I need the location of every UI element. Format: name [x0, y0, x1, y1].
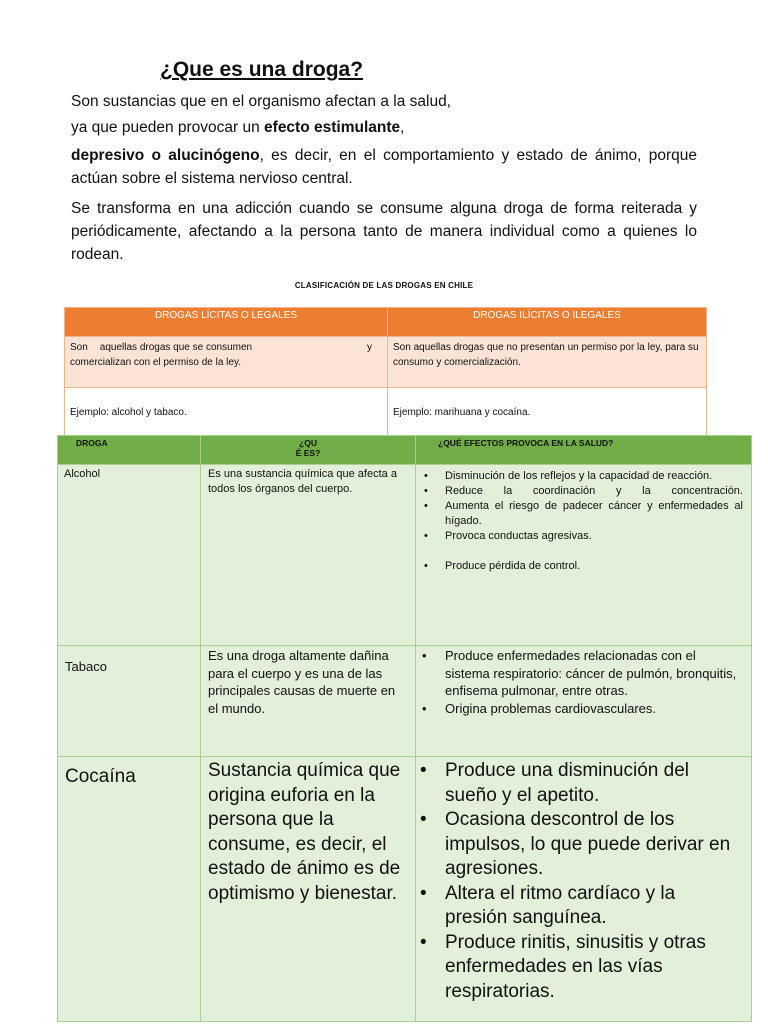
drug-name: Alcohol: [58, 465, 201, 646]
intro-paragraph-1: [71, 144, 697, 190]
intro-bold-estimulante: efecto estimulante: [264, 119, 401, 136]
header-ilicitas: DROGAS ILÍCITAS O ILEGALES: [388, 308, 707, 337]
intro-paragraph-1-text: , es decir, en el comportamiento y estado de ánimo, porque actúan sobre el sistema nervioso central.: [71, 147, 698, 187]
drug-definition: Es una sustancia química que afecta a todos los órganos del cuerpo.: [201, 465, 416, 646]
drug-effects: [416, 757, 752, 1022]
effect-item: • Origina problemas cardiovasculares.: [416, 700, 741, 718]
header-droga: DROGA: [58, 436, 201, 465]
intro-line-1: Son sustancias que en el organismo afectan a la salud,: [71, 93, 451, 110]
effect-item: • Provoca conductas agresivas.: [416, 529, 743, 544]
def-licitas-c: y: [367, 342, 372, 353]
def-licitas-a: Son: [70, 342, 88, 353]
header-efectos: ¿QUÉ EFECTOS PROVOCA EN LA SALUD?: [416, 436, 752, 465]
header-licitas: DROGAS LÍCITAS O LEGALES: [65, 308, 388, 337]
classification-heading: CLASIFICACIÓN DE LAS DROGAS EN CHILE: [294, 281, 474, 290]
drug-definition: Sustancia química que origina euforia en la persona que la consume, es decir, el estado de ánimo es de optimismo y bienestar.: [201, 757, 416, 1022]
table-row: [58, 757, 752, 1022]
table-row: [58, 465, 752, 646]
effect-item: • Disminución de los reflejos y la capacidad de reacción.: [416, 469, 743, 484]
effect-item: • Produce enfermedades relacionadas con el sistema respiratorio: cáncer de pulmón, bronquitis, enfisema pulmonar, entre otras.: [416, 647, 741, 700]
drug-effects: [416, 465, 752, 646]
header-que-es: [201, 436, 416, 465]
intro-line-2-text: ya que pueden provocar un: [71, 119, 265, 136]
effect-item: • Produce rinitis, sinusitis y otras enfermedades en las vías respiratorias.: [416, 931, 741, 1005]
intro-line-2-end: ,: [400, 119, 405, 136]
effect-item: • Produce pérdida de control.: [416, 559, 743, 574]
effects-table: [57, 435, 752, 1022]
drug-name: Tabaco: [58, 646, 201, 757]
definition-licitas: [65, 337, 388, 388]
example-ilicitas: Ejemplo: marihuana y cocaína.: [388, 388, 707, 437]
intro-paragraph-2: Se transforma en una adicción cuando se consume alguna droga de forma reiterada y periódicamente, afectando a la persona tanto de manera individual como a quienes lo rodean.: [71, 200, 697, 263]
definition-ilicitas: Son aquellas drogas que no presentan un permiso por la ley, para su consumo y comercialización.: [388, 337, 707, 388]
effect-item: • Produce una disminución del sueño y el apetito.: [416, 759, 741, 808]
effect-item: • Reduce la coordinación y la concentración.: [416, 484, 743, 499]
def-licitas-b: aquellas drogas que se consumen: [99, 342, 253, 353]
drug-name: Cocaína: [58, 757, 201, 1022]
intro-bold-depresivo: depresivo o alucinógeno: [71, 147, 260, 164]
effect-item: • Aumenta el riesgo de padecer cáncer y enfermedades al hígado.: [416, 499, 743, 529]
def-licitas-d: comercializan con el permiso de la ley.: [70, 357, 242, 368]
header-que-es-2: É ES?: [295, 448, 321, 458]
intro-line-2: [71, 119, 404, 137]
effect-item: • Ocasiona descontrol de los impulsos, lo que puede derivar en agresiones.: [416, 808, 741, 882]
effect-item: • Altera el ritmo cardíaco y la presión sanguínea.: [416, 882, 741, 931]
table-row: [58, 646, 752, 757]
header-que-es-1: ¿QU: [299, 438, 317, 448]
drug-effects: [416, 646, 752, 757]
drug-definition: Es una droga altamente dañina para el cuerpo y es una de las principales causas de muerte en el mundo.: [201, 646, 416, 757]
example-licitas: Ejemplo: alcohol y tabaco.: [65, 388, 388, 437]
classification-table: [64, 307, 707, 437]
page-title: ¿Que es una droga?: [160, 58, 364, 81]
